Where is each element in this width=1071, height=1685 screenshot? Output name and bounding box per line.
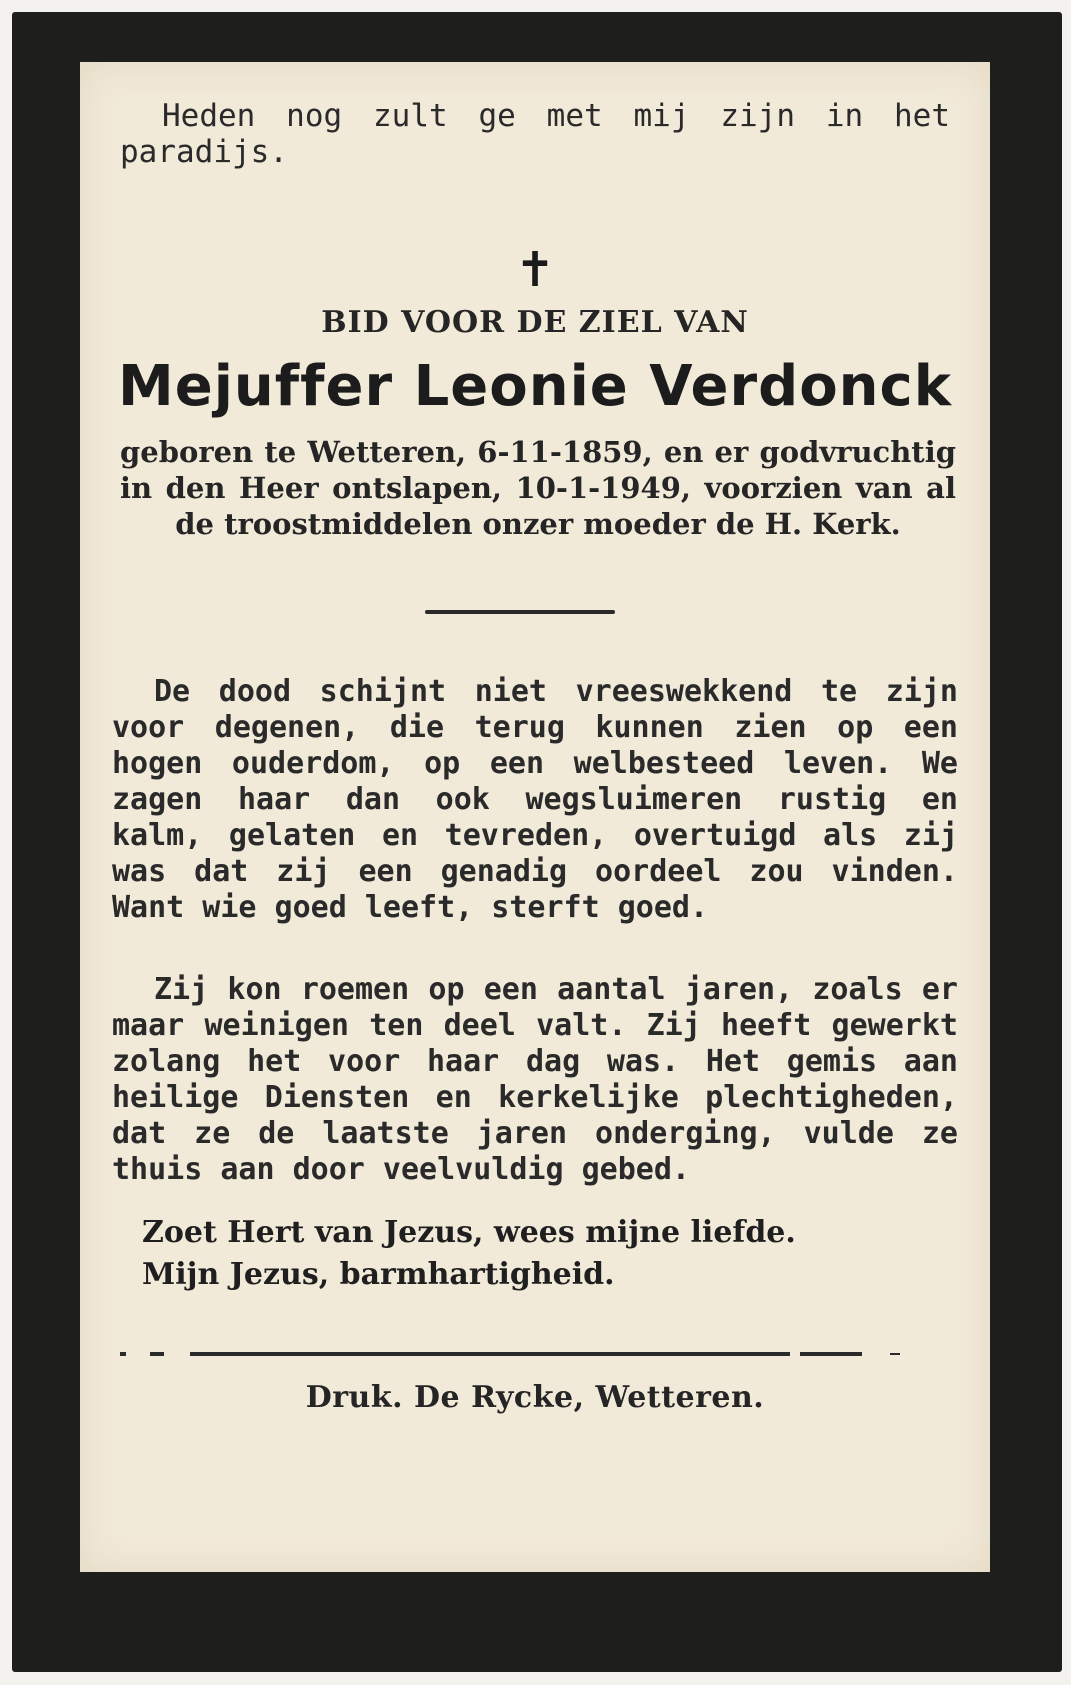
epigraph-quote: Heden nog zult ge met mij zijn in het paradijs. — [120, 98, 950, 170]
eulogy-paragraph-1: De dood schijnt niet vreeswekkend te zijn voor degenen, die terug kunnen zien op een hogen ouderdom, op een welbesteed leven. We zagen haar dan ook wegsluimeren rustig en kalm, gelaten en tevreden, overtuigd als zij was dat zij een genadig oordeel zou vinden. Want wie goed leeft, sterft goed. — [112, 674, 958, 925]
deceased-name: Mejuffer Leonie Verdonck — [117, 354, 952, 419]
eulogy-paragraph-2: Zij kon roemen op een aantal jaren, zoals er maar weinigen ten deel valt. Zij heeft gewerkt zolang het voor haar dag was. Het gemis aan heilige Diensten en kerkelijke plechtigheden, dat ze de laatste jaren onderging, vulde ze thuis aan door veelvuldig gebed. — [112, 972, 958, 1187]
mourning-card-border — [12, 12, 1062, 1672]
cross-icon: ✝ — [514, 242, 556, 298]
bottom-divider-line — [120, 1352, 960, 1356]
birth-death-details: geboren te Wetteren, 6-11-1859, en er godvruchtig in den Heer ontslapen, 10-1-1949, voorzien van al de troostmiddelen onzer moeder de H. Kerk. — [120, 435, 956, 541]
closing-prayer-line-1: Zoet Hert van Jezus, wees mijne liefde. — [142, 1215, 796, 1250]
printer-credit: Druk. De Rycke, Wetteren. — [305, 1380, 765, 1415]
divider-line — [425, 610, 615, 614]
prayer-heading: BID VOOR DE ZIEL VAN — [321, 305, 749, 340]
closing-prayer-line-2: Mijn Jezus, barmhartigheid. — [142, 1257, 615, 1292]
memorial-card — [80, 62, 990, 1572]
